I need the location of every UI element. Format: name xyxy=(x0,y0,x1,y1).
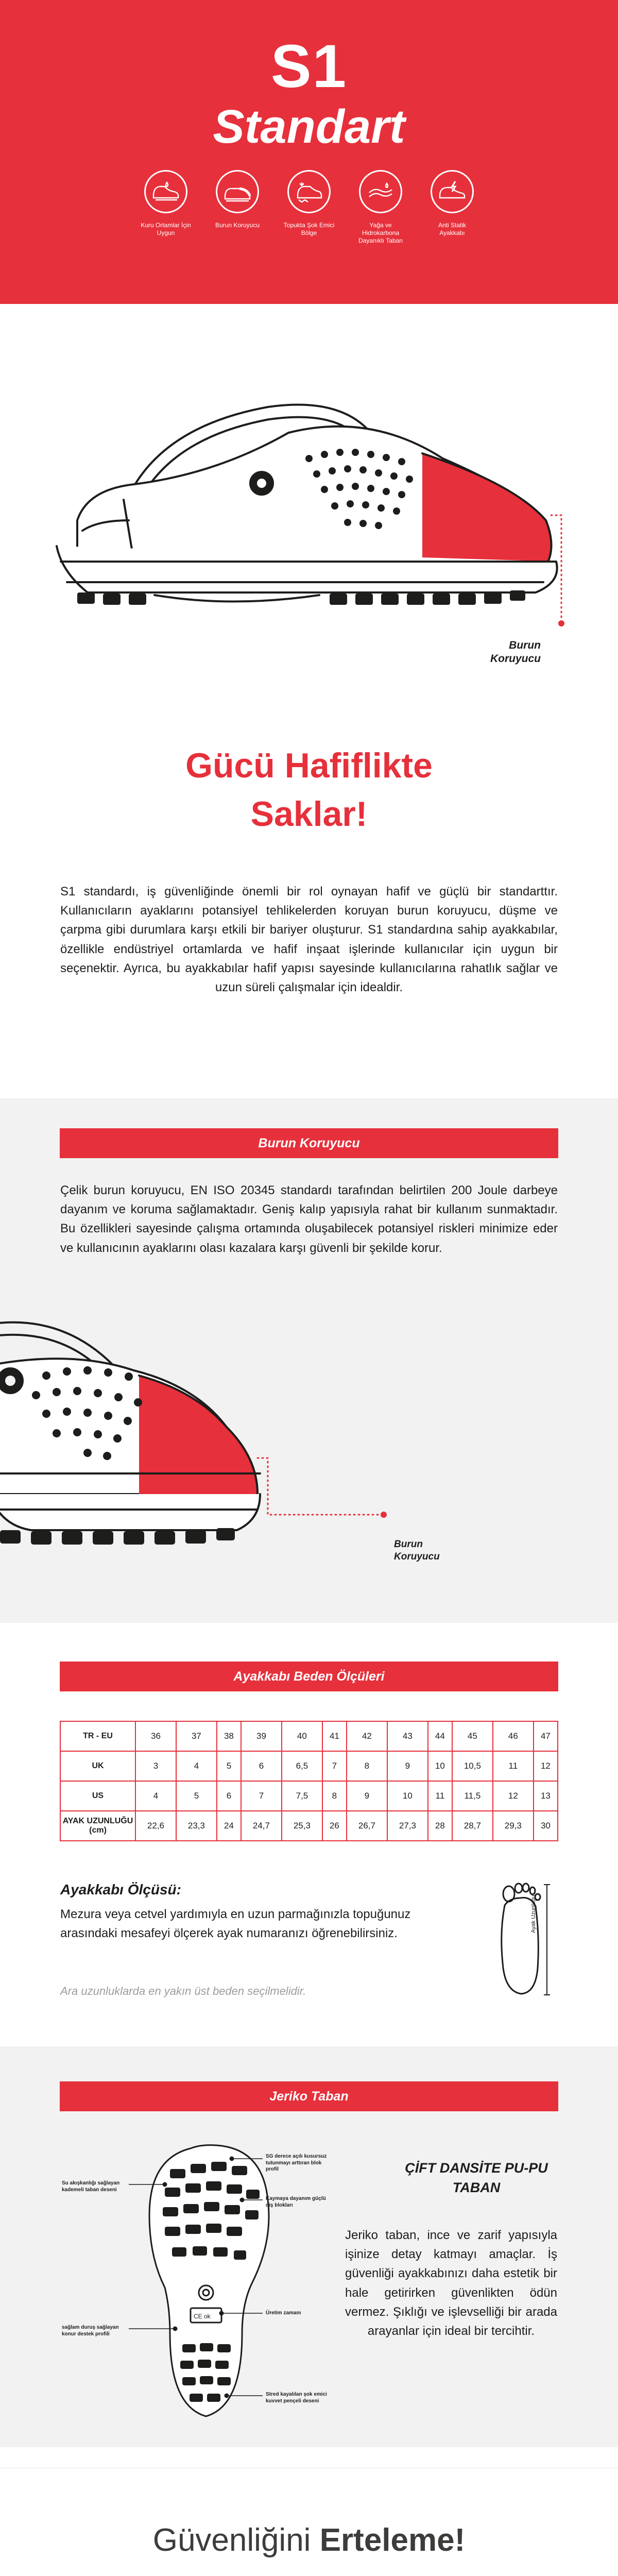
feature-label: Yağa ve Hidrokarbona Dayanıklı Taban xyxy=(358,222,403,244)
toe-cap-paragraph: Çelik burun koruyucu, EN ISO 20345 standardı tarafından belirtilen 200 Joule darbeye dayanım ve koruma sağlamaktadır. Geniş kalıp yapısıyla rahat bir kullanım sunmaktadır. Bu özellikleri sayesinde çalışma ortamında oluşabilecek potansiyel riskleri minimize eder ve kullanıcının ayaklarını olası kazalara karşı güvenli bir şekilde korur. xyxy=(60,1183,558,1255)
size-table xyxy=(60,1721,558,1841)
feature-item xyxy=(282,170,336,245)
toe-cap-title: Burun Koruyucu xyxy=(60,1128,558,1158)
sole-label: sağlam duruş sağlayan konur destek profili xyxy=(62,2325,119,2337)
feature-label: Anti Statik Ayakkabı xyxy=(438,222,467,236)
table-cell: 23,3 xyxy=(176,1811,217,1841)
sole-subtitle xyxy=(391,2159,561,2198)
row-header: UK xyxy=(60,1751,135,1781)
measure-note: Ara uzunluklarda en yakın üst beden seçilmelidir. xyxy=(60,1985,306,1997)
row-header: US xyxy=(60,1781,135,1811)
table-cell: 7 xyxy=(322,1751,347,1781)
table-row xyxy=(60,1811,558,1841)
feature-label: Burun Koruyucu xyxy=(215,222,260,229)
table-row xyxy=(60,1781,558,1811)
standard-subtitle: Standart xyxy=(213,100,405,153)
row-header: AYAK UZUNLUĞU (cm) xyxy=(60,1811,135,1841)
table-cell: 39 xyxy=(241,1721,282,1751)
waterproof-shoe-icon xyxy=(144,170,187,213)
feature-label: Kuru Ortamlar İçin Uygun xyxy=(141,222,191,236)
intro-paragraph: S1 standardı, iş güvenliğinde önemli bir rol oynayan hafif ve güçlü bir standarttır. Kullanıcıların ayaklarını potansiyel tehlikelerden koruyan burun koruyucu, düşme ve çarpma gibi durumlara karşı etkili bir bariyer oluşturur. S1 standardına sahip ayakkabılar, özellikle endüstriyel ortamlarda ve hafif inşaat işlerinde kullanıcılar için uygun bir seçenektir. Ayrıca, bu ayakkabılar hafif yapısı sayesinde kullanıcılarına rahatlık sağlar ve uzun süreli çalışmalar için idealdir. xyxy=(60,885,558,994)
sole-label: SG derece açılı kusursuz tutunmayı arttıran blok profil xyxy=(266,2154,327,2172)
table-cell: 44 xyxy=(428,1721,452,1751)
table-row xyxy=(60,1751,558,1781)
table-cell: 8 xyxy=(322,1781,347,1811)
table-cell: 28 xyxy=(428,1811,452,1841)
foot-outline-icon xyxy=(484,1875,561,1999)
table-cell: 37 xyxy=(176,1721,217,1751)
table-cell: 6 xyxy=(241,1751,282,1781)
feature-list xyxy=(139,170,479,245)
slogan-bold: Erteleme! xyxy=(319,2522,466,2558)
table-cell: 26,7 xyxy=(347,1811,387,1841)
toe-cap-callout xyxy=(394,1538,440,1563)
footer-slogan xyxy=(0,2522,618,2558)
subtitle-line: TABAN xyxy=(452,2179,501,2195)
headline-line: Saklar! xyxy=(250,794,368,834)
foot-length-label: Ayak Uzunluğu xyxy=(530,1895,537,1933)
sole-marking: CE ok xyxy=(194,2313,211,2320)
table-cell: 9 xyxy=(347,1781,387,1811)
feature-item xyxy=(425,170,479,245)
antistatic-icon xyxy=(431,170,474,213)
shoe-illustration-section xyxy=(0,304,618,716)
callout-line: Burun xyxy=(509,639,541,651)
table-cell: 27,3 xyxy=(387,1811,428,1841)
sole-label: Stred kayalılan şok emici kuvvet pençeli deseni xyxy=(266,2392,327,2404)
table-cell: 28,7 xyxy=(452,1811,493,1841)
table-cell: 41 xyxy=(322,1721,347,1751)
table-cell: 10,5 xyxy=(452,1751,493,1781)
table-cell: 38 xyxy=(217,1721,241,1751)
table-cell: 22,6 xyxy=(135,1811,176,1841)
table-cell: 10 xyxy=(387,1781,428,1811)
table-cell: 42 xyxy=(347,1721,387,1751)
sole-title: Jeriko Taban xyxy=(60,2081,558,2111)
row-header: TR - EU xyxy=(60,1721,135,1751)
callout-line: Koruyucu xyxy=(394,1551,440,1562)
table-cell: 4 xyxy=(176,1751,217,1781)
feature-item xyxy=(211,170,264,245)
table-cell: 24,7 xyxy=(241,1811,282,1841)
oil-resistant-sole-icon xyxy=(359,170,402,213)
callout-line: Burun xyxy=(394,1539,423,1550)
table-cell: 11 xyxy=(428,1781,452,1811)
table-row xyxy=(60,1721,558,1751)
feature-label: Topukta Şok Emici Bölge xyxy=(283,222,335,236)
table-cell: 8 xyxy=(347,1751,387,1781)
table-cell: 5 xyxy=(176,1781,217,1811)
subtitle-line: ÇİFT DANSİTE PU-PU xyxy=(405,2160,548,2176)
table-cell: 3 xyxy=(135,1751,176,1781)
toe-cap-icon xyxy=(216,170,259,213)
table-cell: 7,5 xyxy=(282,1781,322,1811)
table-cell: 30 xyxy=(534,1811,558,1841)
table-cell: 9 xyxy=(387,1751,428,1781)
hero-banner xyxy=(0,0,618,304)
table-cell: 6 xyxy=(217,1781,241,1811)
slogan-regular: Güvenliğini xyxy=(152,2522,311,2558)
page-headline xyxy=(0,742,618,839)
table-cell: 25,3 xyxy=(282,1811,322,1841)
table-cell: 11,5 xyxy=(452,1781,493,1811)
table-cell: 47 xyxy=(534,1721,558,1751)
measure-title: Ayakkabı Ölçüsü: xyxy=(60,1882,181,1897)
sole-label: Üretim zamanı xyxy=(266,2310,301,2316)
sole-label: Su akışkanlığı sağlayan kademeli taban deseni xyxy=(62,2180,120,2193)
measure-text: Mezura veya cetvel yardımıyla en uzun parmağınızla topuğunuz arasındaki mesafeyi ölçerek ayak numaranızı öğrenebilirsiniz. xyxy=(60,1907,411,1941)
table-cell: 7 xyxy=(241,1781,282,1811)
sole-diagram xyxy=(129,2138,299,2427)
table-cell: 36 xyxy=(135,1721,176,1751)
table-cell: 5 xyxy=(217,1751,241,1781)
standard-title: S1 xyxy=(270,32,348,100)
table-cell: 10 xyxy=(428,1751,452,1781)
toe-cap-illustration xyxy=(0,1303,618,1592)
table-cell: 4 xyxy=(135,1781,176,1811)
heel-shock-icon xyxy=(287,170,331,213)
table-cell: 26 xyxy=(322,1811,347,1841)
table-cell: 12 xyxy=(534,1751,558,1781)
table-cell: 40 xyxy=(282,1721,322,1751)
size-table-title: Ayakkabı Beden Ölçüleri xyxy=(60,1662,558,1691)
toe-cap-callout xyxy=(479,639,541,666)
table-cell: 24 xyxy=(217,1811,241,1841)
callout-line: Koruyucu xyxy=(490,653,541,665)
sole-paragraph: Jeriko taban, ince ve zarif yapısıyla işinize detay katmayı amaçlar. İş güvenliği ayakkabınızı daha estetik bir hale getirirken güvenlikten ödün vermez. Şıklığı ve işlevselliği bir arada arayanlar için ideal bir tercihtir. xyxy=(345,2228,557,2338)
sole-label: Kaymaya dayanım güçlü diş blokları xyxy=(266,2196,326,2208)
headline-line: Gücü Hafiflikte xyxy=(185,746,433,785)
table-cell: 29,3 xyxy=(493,1811,534,1841)
feature-item xyxy=(139,170,193,245)
feature-item xyxy=(354,170,407,245)
table-cell: 12 xyxy=(493,1781,534,1811)
table-cell: 45 xyxy=(452,1721,493,1751)
table-cell: 13 xyxy=(534,1781,558,1811)
table-cell: 46 xyxy=(493,1721,534,1751)
table-cell: 11 xyxy=(493,1751,534,1781)
table-cell: 6,5 xyxy=(282,1751,322,1781)
table-cell: 43 xyxy=(387,1721,428,1751)
